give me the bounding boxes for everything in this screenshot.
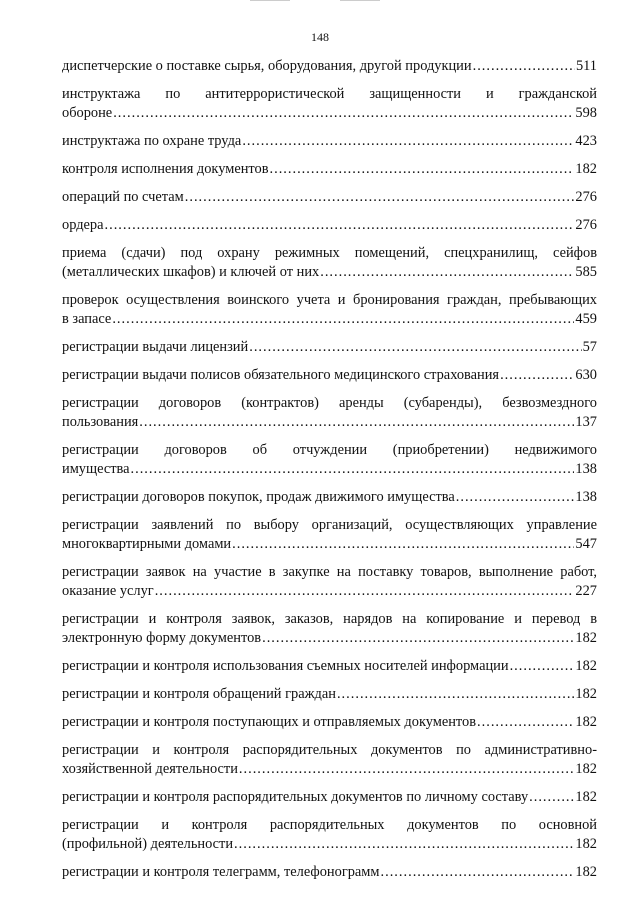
index-entry	[62, 713, 597, 732]
dot-leader	[131, 460, 575, 479]
entry-last-line	[62, 57, 597, 76]
index-entry	[62, 685, 597, 704]
entry-last-line	[62, 338, 597, 357]
entry-last-line	[62, 685, 597, 704]
dot-leader	[242, 132, 574, 151]
entry-page-number: 182	[575, 836, 597, 852]
entry-text: регистрации выдачи полисов обязательного медицинского страхования	[62, 367, 500, 383]
entry-text: обороне	[62, 105, 113, 121]
entry-text: инструктажа по охране труда	[62, 133, 242, 149]
entry-last-line	[62, 582, 597, 601]
entry-last-line	[62, 104, 597, 123]
entry-text: оказание услуг	[62, 583, 154, 599]
entry-text: в запасе	[62, 311, 112, 327]
index-entry	[62, 610, 597, 648]
entry-last-line	[62, 713, 597, 732]
entry-text-line: регистрации заявок на участие в закупке на поставку товаров, выполнение работ,	[62, 564, 597, 580]
entry-page-number: 182	[575, 161, 597, 177]
index-entry	[62, 394, 597, 432]
index-entry	[62, 291, 597, 329]
dot-leader	[473, 57, 575, 76]
entry-text-line: приема (сдачи) под охрану режимных помещений, спецхранилищ, сейфов	[62, 245, 597, 261]
index-entry	[62, 563, 597, 601]
index-entry	[62, 488, 597, 507]
entry-text: регистрации выдачи лицензий	[62, 339, 249, 355]
index-entry	[62, 863, 597, 882]
dot-leader	[262, 629, 574, 648]
dot-leader	[232, 535, 574, 554]
entry-last-line	[62, 460, 597, 479]
entry-text: пользования	[62, 414, 139, 430]
dot-leader	[112, 310, 574, 329]
entry-text: (металлических шкафов) и ключей от них	[62, 264, 320, 280]
entry-page-number: 182	[575, 864, 597, 880]
entry-last-line	[62, 216, 597, 235]
entry-text: регистрации и контроля обращений граждан	[62, 686, 336, 702]
entry-text: регистрации и контроля распорядительных документов по личному составу	[62, 789, 529, 805]
entry-last-line	[62, 788, 597, 807]
entry-last-line	[62, 629, 597, 648]
index-entries	[62, 57, 597, 891]
index-entry	[62, 338, 597, 357]
entry-page-number: 137	[575, 414, 597, 430]
index-entry	[62, 741, 597, 779]
entry-text: электронную форму документов	[62, 630, 262, 646]
index-entry	[62, 788, 597, 807]
dot-leader	[477, 713, 574, 732]
dot-leader	[105, 216, 575, 235]
index-entry	[62, 816, 597, 854]
dot-leader	[185, 188, 575, 207]
index-entry	[62, 657, 597, 676]
entry-page-number: 182	[575, 658, 597, 674]
entry-page-number: 630	[575, 367, 597, 383]
entry-last-line	[62, 835, 597, 854]
entry-last-line	[62, 366, 597, 385]
dot-leader	[139, 413, 574, 432]
entry-last-line	[62, 413, 597, 432]
dot-leader	[381, 863, 575, 882]
entry-last-line	[62, 310, 597, 329]
entry-text: диспетчерские о поставке сырья, оборудования, другой продукции	[62, 58, 472, 74]
entry-text: имущества	[62, 461, 130, 477]
entry-text-line: проверок осуществления воинского учета и бронирования граждан, пребывающих	[62, 292, 597, 308]
dot-leader	[113, 104, 574, 123]
entry-text-line: регистрации договоров об отчуждении (приобретении) недвижимого	[62, 442, 597, 458]
entry-page-number: 182	[575, 714, 597, 730]
entry-last-line	[62, 188, 597, 207]
entry-page-number: 598	[575, 105, 597, 121]
scan-artifact	[250, 0, 290, 1]
entry-last-line	[62, 132, 597, 151]
entry-text: регистрации и контроля телеграмм, телефонограмм	[62, 864, 380, 880]
entry-page-number: 423	[575, 133, 597, 149]
entry-last-line	[62, 535, 597, 554]
entry-last-line	[62, 863, 597, 882]
entry-last-line	[62, 657, 597, 676]
entry-text-line: инструктажа по антитеррористической защищенности и гражданской	[62, 86, 597, 102]
dot-leader	[320, 263, 574, 282]
index-entry	[62, 57, 597, 76]
entry-text-line: регистрации договоров (контрактов) аренды (субаренды), безвозмездного	[62, 395, 597, 411]
entry-text: (профильной) деятельности	[62, 836, 234, 852]
entry-last-line	[62, 160, 597, 179]
entry-text: регистрации договоров покупок, продаж движимого имущества	[62, 489, 455, 505]
index-entry	[62, 132, 597, 151]
entry-text: многоквартирными домами	[62, 536, 232, 552]
index-entry	[62, 244, 597, 282]
entry-text: контроля исполнения документов	[62, 161, 269, 177]
index-entry	[62, 85, 597, 123]
entry-text: операций по счетам	[62, 189, 184, 205]
entry-text-line: регистрации заявлений по выбору организаций, осуществляющих управление	[62, 517, 597, 533]
entry-text: регистрации и контроля использования съемных носителей информации	[62, 658, 509, 674]
dot-leader	[500, 366, 574, 385]
entry-page-number: 276	[575, 189, 597, 205]
entry-page-number: 57	[582, 339, 597, 355]
index-entry	[62, 441, 597, 479]
entry-last-line	[62, 488, 597, 507]
dot-leader	[249, 338, 581, 357]
entry-text-line: регистрации и контроля распорядительных документов по основной	[62, 817, 597, 833]
entry-last-line	[62, 760, 597, 779]
dot-leader	[270, 160, 575, 179]
entry-page-number: 585	[575, 264, 597, 280]
entry-page-number: 182	[575, 630, 597, 646]
entry-page-number: 459	[575, 311, 597, 327]
dot-leader	[510, 657, 575, 676]
entry-page-number: 182	[575, 761, 597, 777]
entry-page-number: 276	[575, 217, 597, 233]
dot-leader	[239, 760, 575, 779]
dot-leader	[155, 582, 575, 601]
entry-page-number: 547	[575, 536, 597, 552]
page-number: 148	[311, 30, 329, 44]
entry-text-line: регистрации и контроля заявок, заказов, нарядов на копирование и перевод в	[62, 611, 597, 627]
entry-page-number: 182	[575, 789, 597, 805]
entry-last-line	[62, 263, 597, 282]
dot-leader	[529, 788, 574, 807]
entry-page-number: 182	[575, 686, 597, 702]
dot-leader	[234, 835, 574, 854]
entry-text-line: регистрации и контроля распорядительных документов по административно-	[62, 742, 597, 758]
index-entry	[62, 516, 597, 554]
entry-page-number: 138	[575, 489, 597, 505]
index-entry	[62, 188, 597, 207]
entry-page-number: 227	[575, 583, 597, 599]
dot-leader	[456, 488, 575, 507]
scan-artifact	[340, 0, 380, 1]
entry-text: хозяйственной деятельности	[62, 761, 238, 777]
index-entry	[62, 216, 597, 235]
dot-leader	[337, 685, 574, 704]
index-entry	[62, 366, 597, 385]
entry-text: регистрации и контроля поступающих и отправляемых документов	[62, 714, 477, 730]
index-entry	[62, 160, 597, 179]
entry-text: ордера	[62, 217, 104, 233]
entry-page-number: 138	[575, 461, 597, 477]
entry-page-number: 511	[575, 58, 597, 74]
